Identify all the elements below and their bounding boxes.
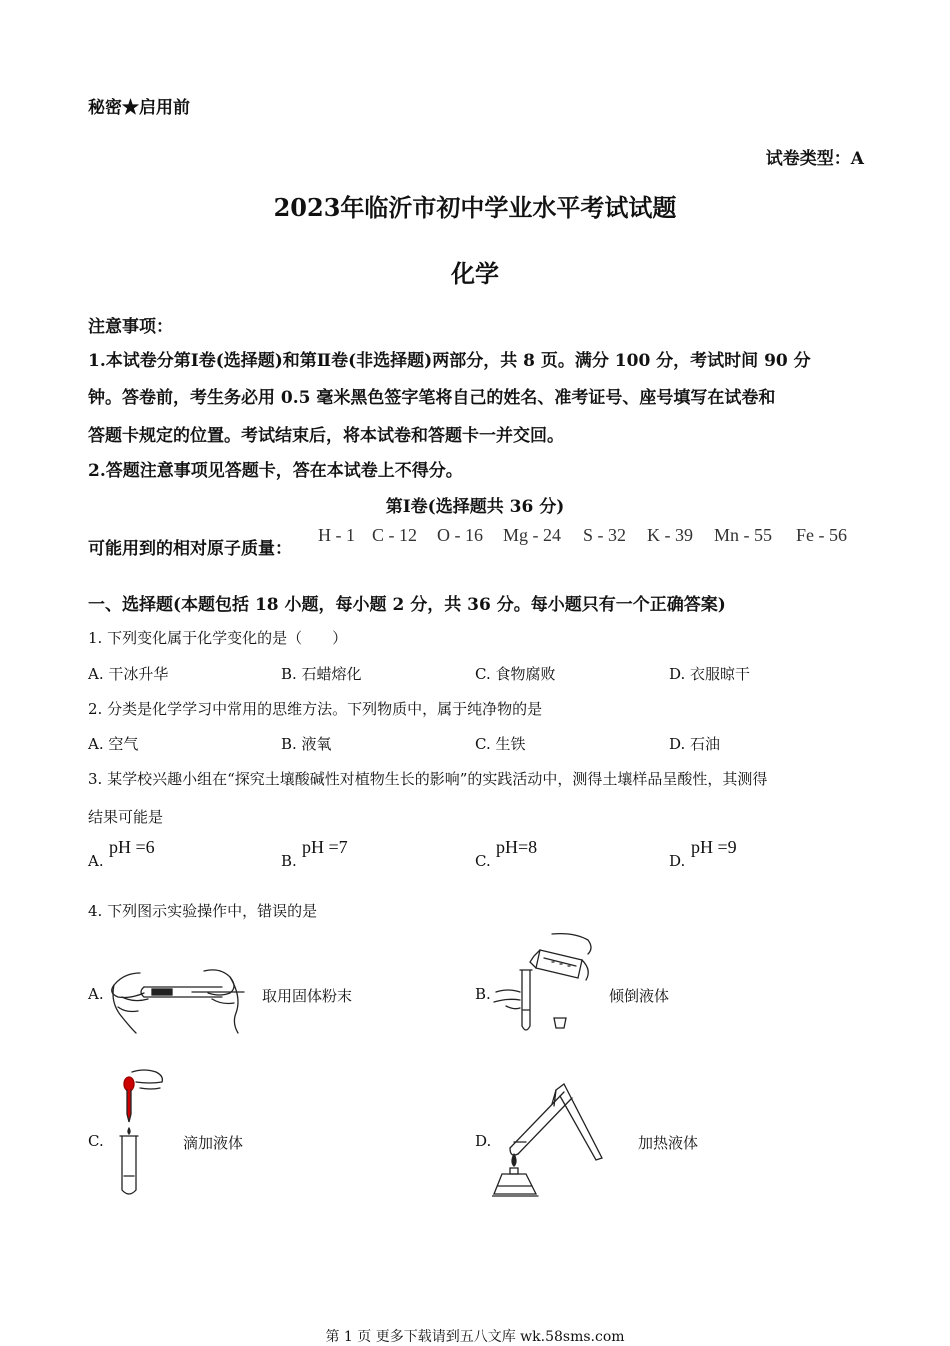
atomic-mass-c: C - 12 xyxy=(372,525,417,545)
question-1-option-d: D. 衣服晾干 xyxy=(669,665,751,683)
pouring-liquid-illustration xyxy=(492,930,596,1036)
page-footer: 第 1 页 更多下载请到五八文库 wk.58sms.com xyxy=(325,1329,625,1345)
question-2-option-d: D. 石油 xyxy=(669,735,721,753)
question-1-option-a: A. 干冰升华 xyxy=(88,665,169,683)
question-4-option-c-caption: 滴加液体 xyxy=(183,1134,244,1152)
atomic-mass-mg: Mg - 24 xyxy=(503,525,561,545)
notes-line-3: 答题卡规定的位置。考试结束后，将本试卷和答题卡一并交回。 xyxy=(88,426,564,446)
atomic-mass-s: S - 32 xyxy=(583,525,627,545)
subject-title: 化学 xyxy=(451,259,499,288)
atomic-mass-o: O - 16 xyxy=(437,525,483,545)
powder-sampling-illustration xyxy=(104,963,246,1035)
notes-heading: 注意事项： xyxy=(88,317,173,337)
question-3-option-b-letter: B. xyxy=(281,852,297,870)
question-2-option-b: B. 液氧 xyxy=(281,735,332,753)
question-2-stem: 2. 分类是化学学习中常用的思维方法。下列物质中，属于纯净物的是 xyxy=(88,700,543,718)
question-4-option-d-letter: D. xyxy=(475,1132,492,1150)
question-4-stem: 4. 下列图示实验操作中，错误的是 xyxy=(88,902,318,920)
question-4-option-b-caption: 倾倒液体 xyxy=(609,987,670,1005)
question-3-stem-line-1: 3. 某学校兴趣小组在“探究土壤酸碱性对植物生长的影响”的实践活动中，测得土壤样品呈酸性，其测得 xyxy=(88,770,768,788)
atomic-mass-mn: Mn - 55 xyxy=(714,525,772,545)
question-2-option-c: C. 生铁 xyxy=(475,735,526,753)
question-1-option-c: C. 食物腐败 xyxy=(475,665,556,683)
question-2-option-a: A. 空气 xyxy=(88,735,139,753)
exam-title: 2023年临沂市初中学业水平考试试题 xyxy=(273,193,677,222)
question-3-option-c-value: pH=8 xyxy=(496,837,538,857)
question-3-option-c-letter: C. xyxy=(475,852,491,870)
notes-line-2: 钟。答卷前，考生务必用 0.5 毫米黑色签字笔将自己的姓名、准考证号、座号填写在试卷和 xyxy=(88,388,776,408)
question-4-option-a-caption: 取用固体粉末 xyxy=(262,987,353,1005)
question-3-option-d-value: pH =9 xyxy=(691,837,737,857)
atomic-mass-h: H - 1 xyxy=(318,525,355,545)
question-4-option-a-letter: A. xyxy=(88,985,104,1003)
notes-line-1: 1.本试卷分第Ⅰ卷(选择题)和第Ⅱ卷(非选择题)两部分，共 8 页。满分 100 分，考试时间 90 分 xyxy=(88,351,811,371)
atomic-mass-fe: Fe - 56 xyxy=(796,525,847,545)
paper-type-label: 试卷类型：A xyxy=(765,149,864,169)
question-3-stem-line-2: 结果可能是 xyxy=(88,808,164,826)
secret-label: 秘密★启用前 xyxy=(88,98,190,118)
heating-liquid-illustration xyxy=(492,1082,606,1200)
atomic-mass-k: K - 39 xyxy=(647,525,693,545)
dropper-illustration xyxy=(110,1066,168,1198)
question-1-option-b: B. 石蜡熔化 xyxy=(281,665,362,683)
question-1-stem: 1. 下列变化属于化学变化的是（ ） xyxy=(88,629,348,647)
question-4-option-c-letter: C. xyxy=(88,1132,104,1150)
question-3-option-b-value: pH =7 xyxy=(302,837,348,857)
notes-line-4: 2.答题注意事项见答题卡，答在本试卷上不得分。 xyxy=(88,461,463,481)
question-4-option-d-caption: 加热液体 xyxy=(638,1134,699,1152)
question-3-option-a-letter: A. xyxy=(88,852,104,870)
question-3-option-d-letter: D. xyxy=(669,852,686,870)
question-4-option-b-letter: B. xyxy=(475,985,491,1003)
question-3-option-a-value: pH =6 xyxy=(109,837,155,857)
atomic-mass-label: 可能用到的相对原子质量： xyxy=(88,539,292,559)
part1-heading: 第Ⅰ卷(选择题共 36 分) xyxy=(385,497,565,517)
section1-heading: 一、选择题(本题包括 18 小题，每小题 2 分，共 36 分。每小题只有一个正确答案) xyxy=(88,595,726,615)
